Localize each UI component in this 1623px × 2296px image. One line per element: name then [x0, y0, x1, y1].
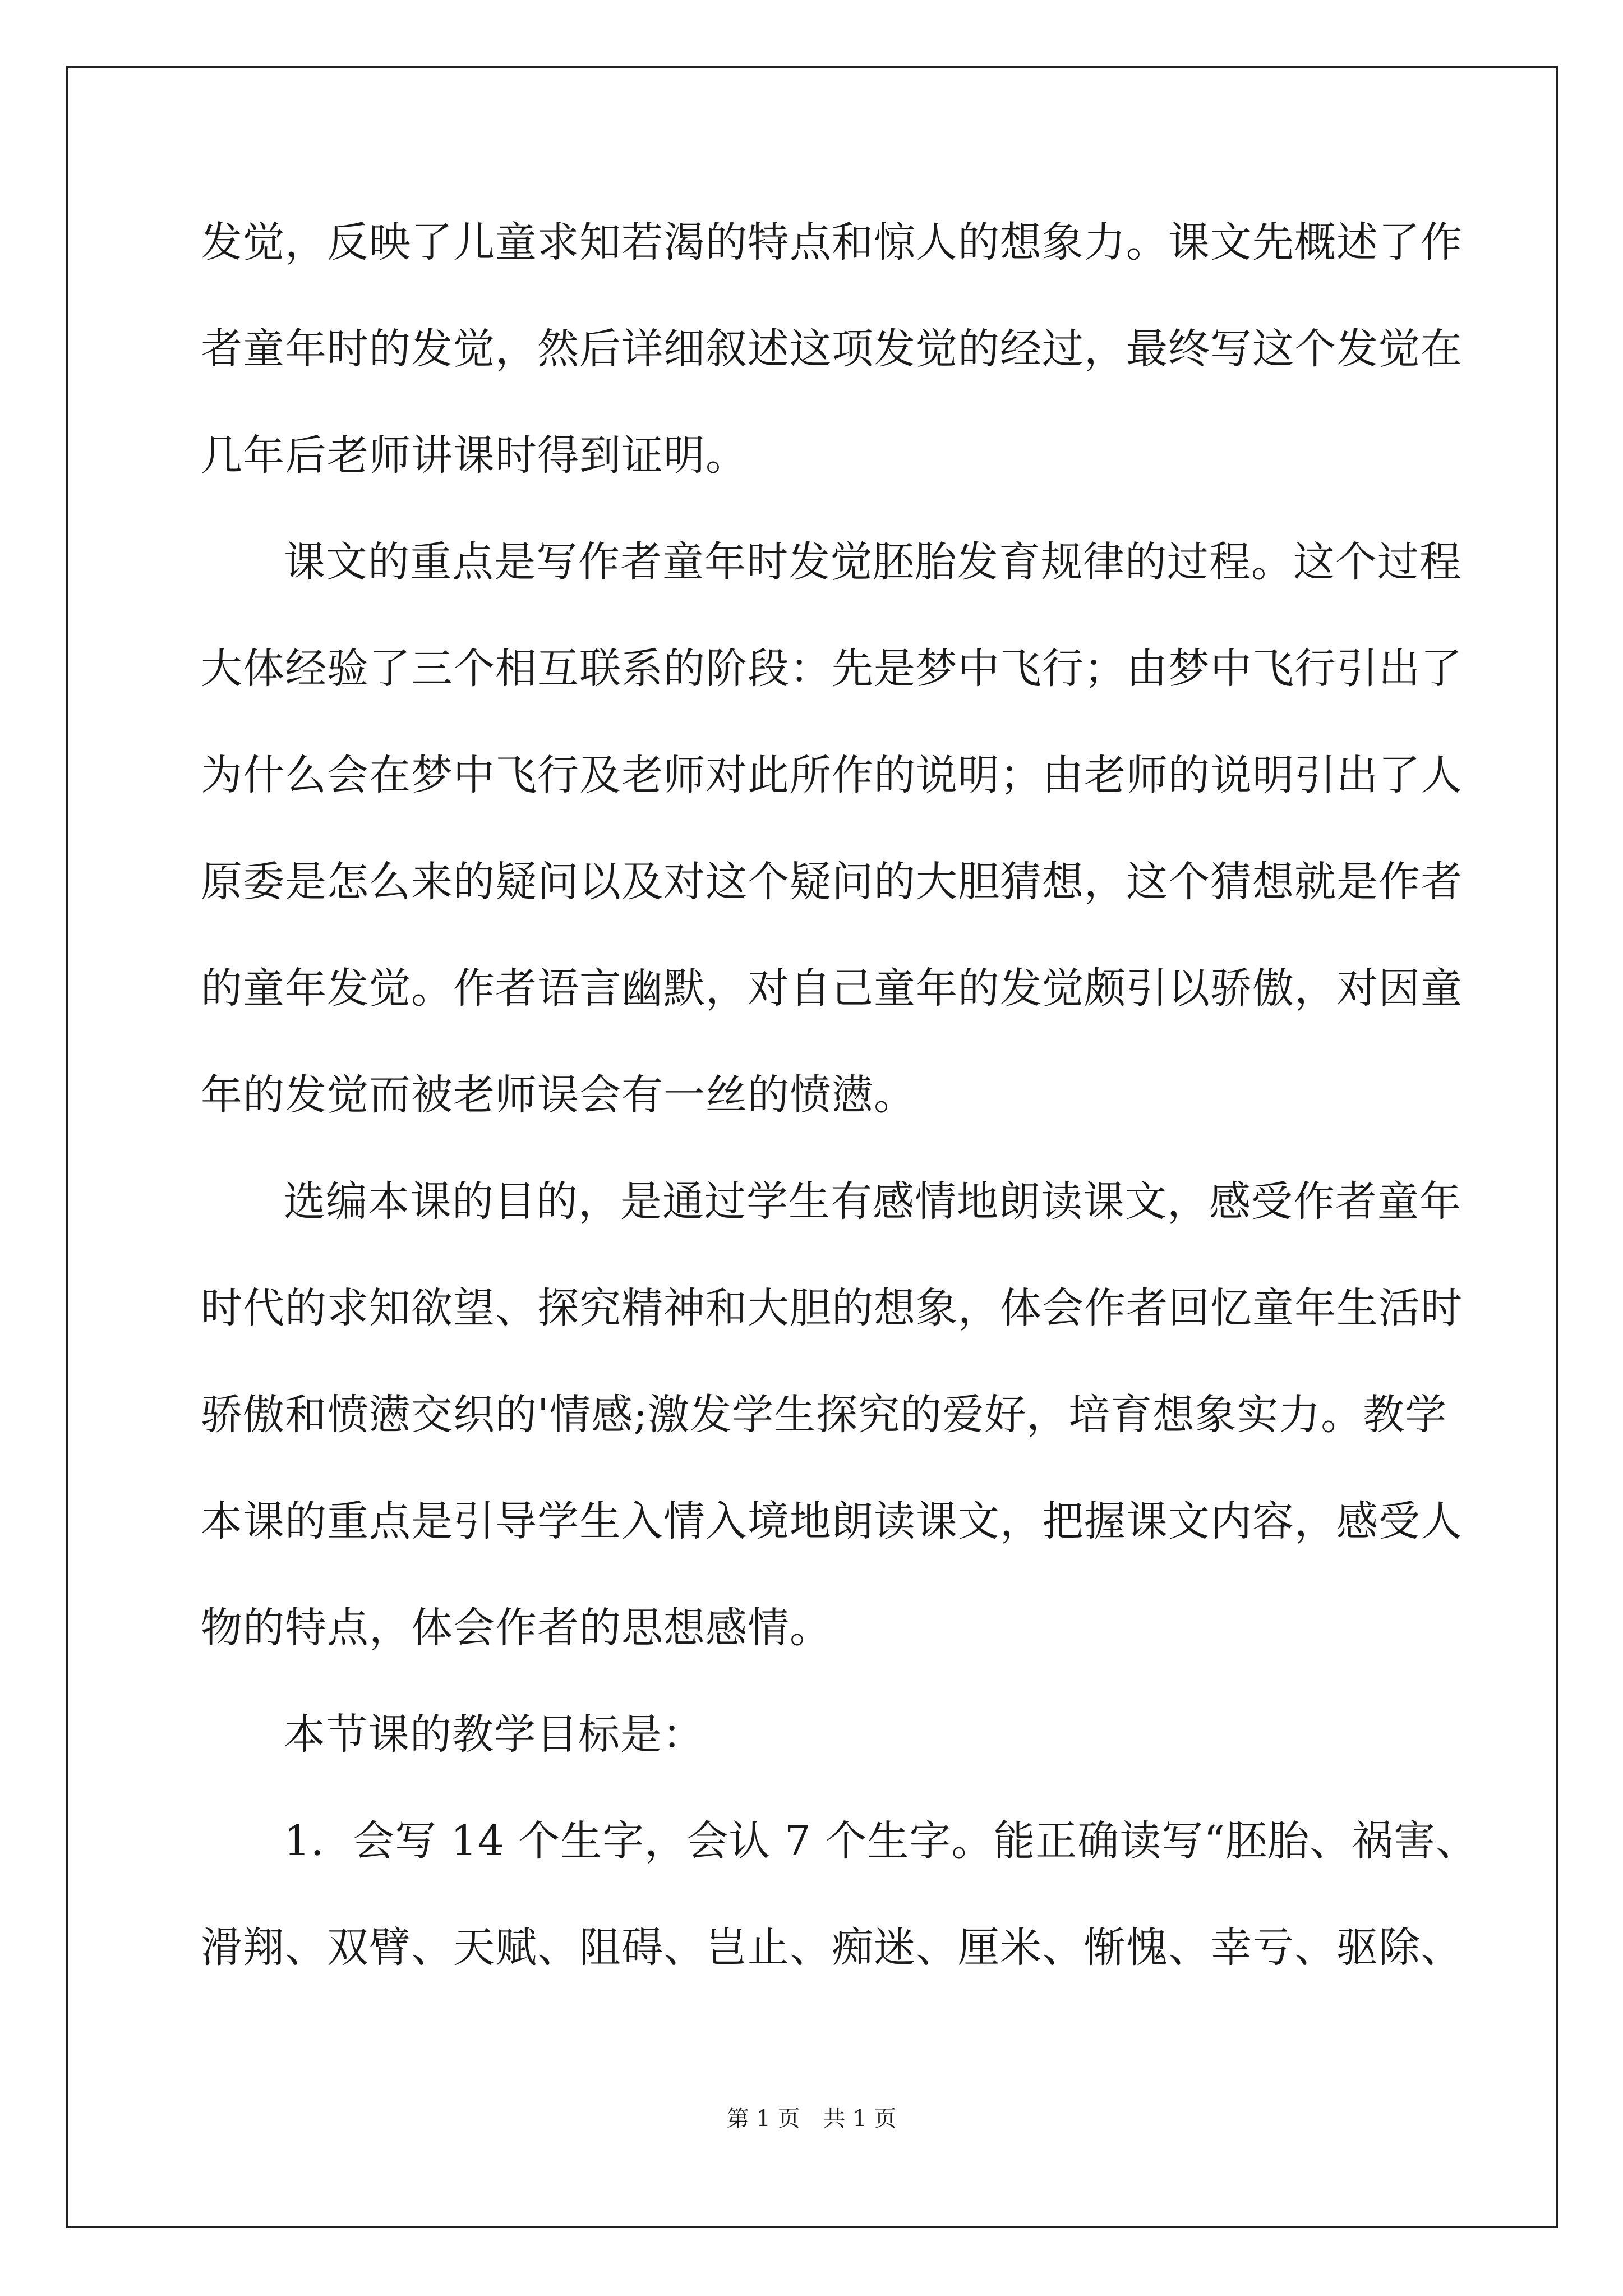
text-line: 课文的重点是写作者童年时发觉胚胎发育规律的过程。这个过程	[284, 538, 1461, 586]
text-line: 滑翔、双臂、天赋、阻碍、岂止、痴迷、厘米、惭愧、幸亏、驱除、	[201, 1924, 1463, 1972]
text-line: 者童年时的发觉，然后详细叙述这项发觉的经过，最终写这个发觉在	[201, 325, 1463, 373]
paragraph	[201, 1807, 1478, 2021]
text-line: 时代的求知欲望、探究精神和大胆的想象，体会作者回忆童年生活时	[201, 1284, 1463, 1332]
text-line: 的童年发觉。作者语言幽默，对自己童年的发觉颇引以骄傲，对因童	[201, 964, 1463, 1013]
paragraph	[201, 528, 1463, 1168]
text-line: 选编本课的目的，是通过学生有感情地朗读课文，感受作者童年	[284, 1177, 1461, 1226]
text-line: 年的发觉而被老师误会有一丝的愤懑。	[201, 1071, 916, 1119]
text-line: 大体经验了三个相互联系的阶段：先是梦中飞行；由梦中飞行引出了	[201, 645, 1463, 693]
paragraph	[201, 1701, 1424, 1807]
text-line: 为什么会在梦中飞行及老师对此所作的说明；由老师的说明引出了人	[201, 751, 1463, 799]
paragraph	[201, 209, 1463, 528]
text-line: 骄傲和愤懑交织的'情感;激发学生探究的爱好，培育想象实力。教学	[201, 1391, 1447, 1439]
page-footer	[0, 2101, 1623, 2133]
paragraph	[201, 1168, 1463, 1701]
text-line: 几年后老师讲课时得到证明。	[201, 431, 748, 480]
text-line: 本课的重点是引导学生入情入境地朗读课文，把握课文内容，感受人	[201, 1497, 1463, 1545]
text-line: 物的特点，体会作者的思想感情。	[201, 1604, 832, 1652]
text-line: 原委是怎么来的疑问以及对这个疑问的大胆猜想，这个猜想就是作者	[201, 858, 1463, 906]
text-line: 发觉，反映了儿童求知若渴的特点和惊人的想象力。课文先概述了作	[201, 218, 1463, 266]
page-total: 共 1 页	[823, 2106, 897, 2132]
text-line: 本节课的教学目标是：	[284, 1710, 704, 1759]
page-number: 第 1 页	[726, 2106, 800, 2132]
document-body	[201, 209, 1478, 2021]
text-line: 1．会写 14 个生字，会认 7 个生字。能正确读写“胚胎、祸害、	[284, 1817, 1478, 1865]
